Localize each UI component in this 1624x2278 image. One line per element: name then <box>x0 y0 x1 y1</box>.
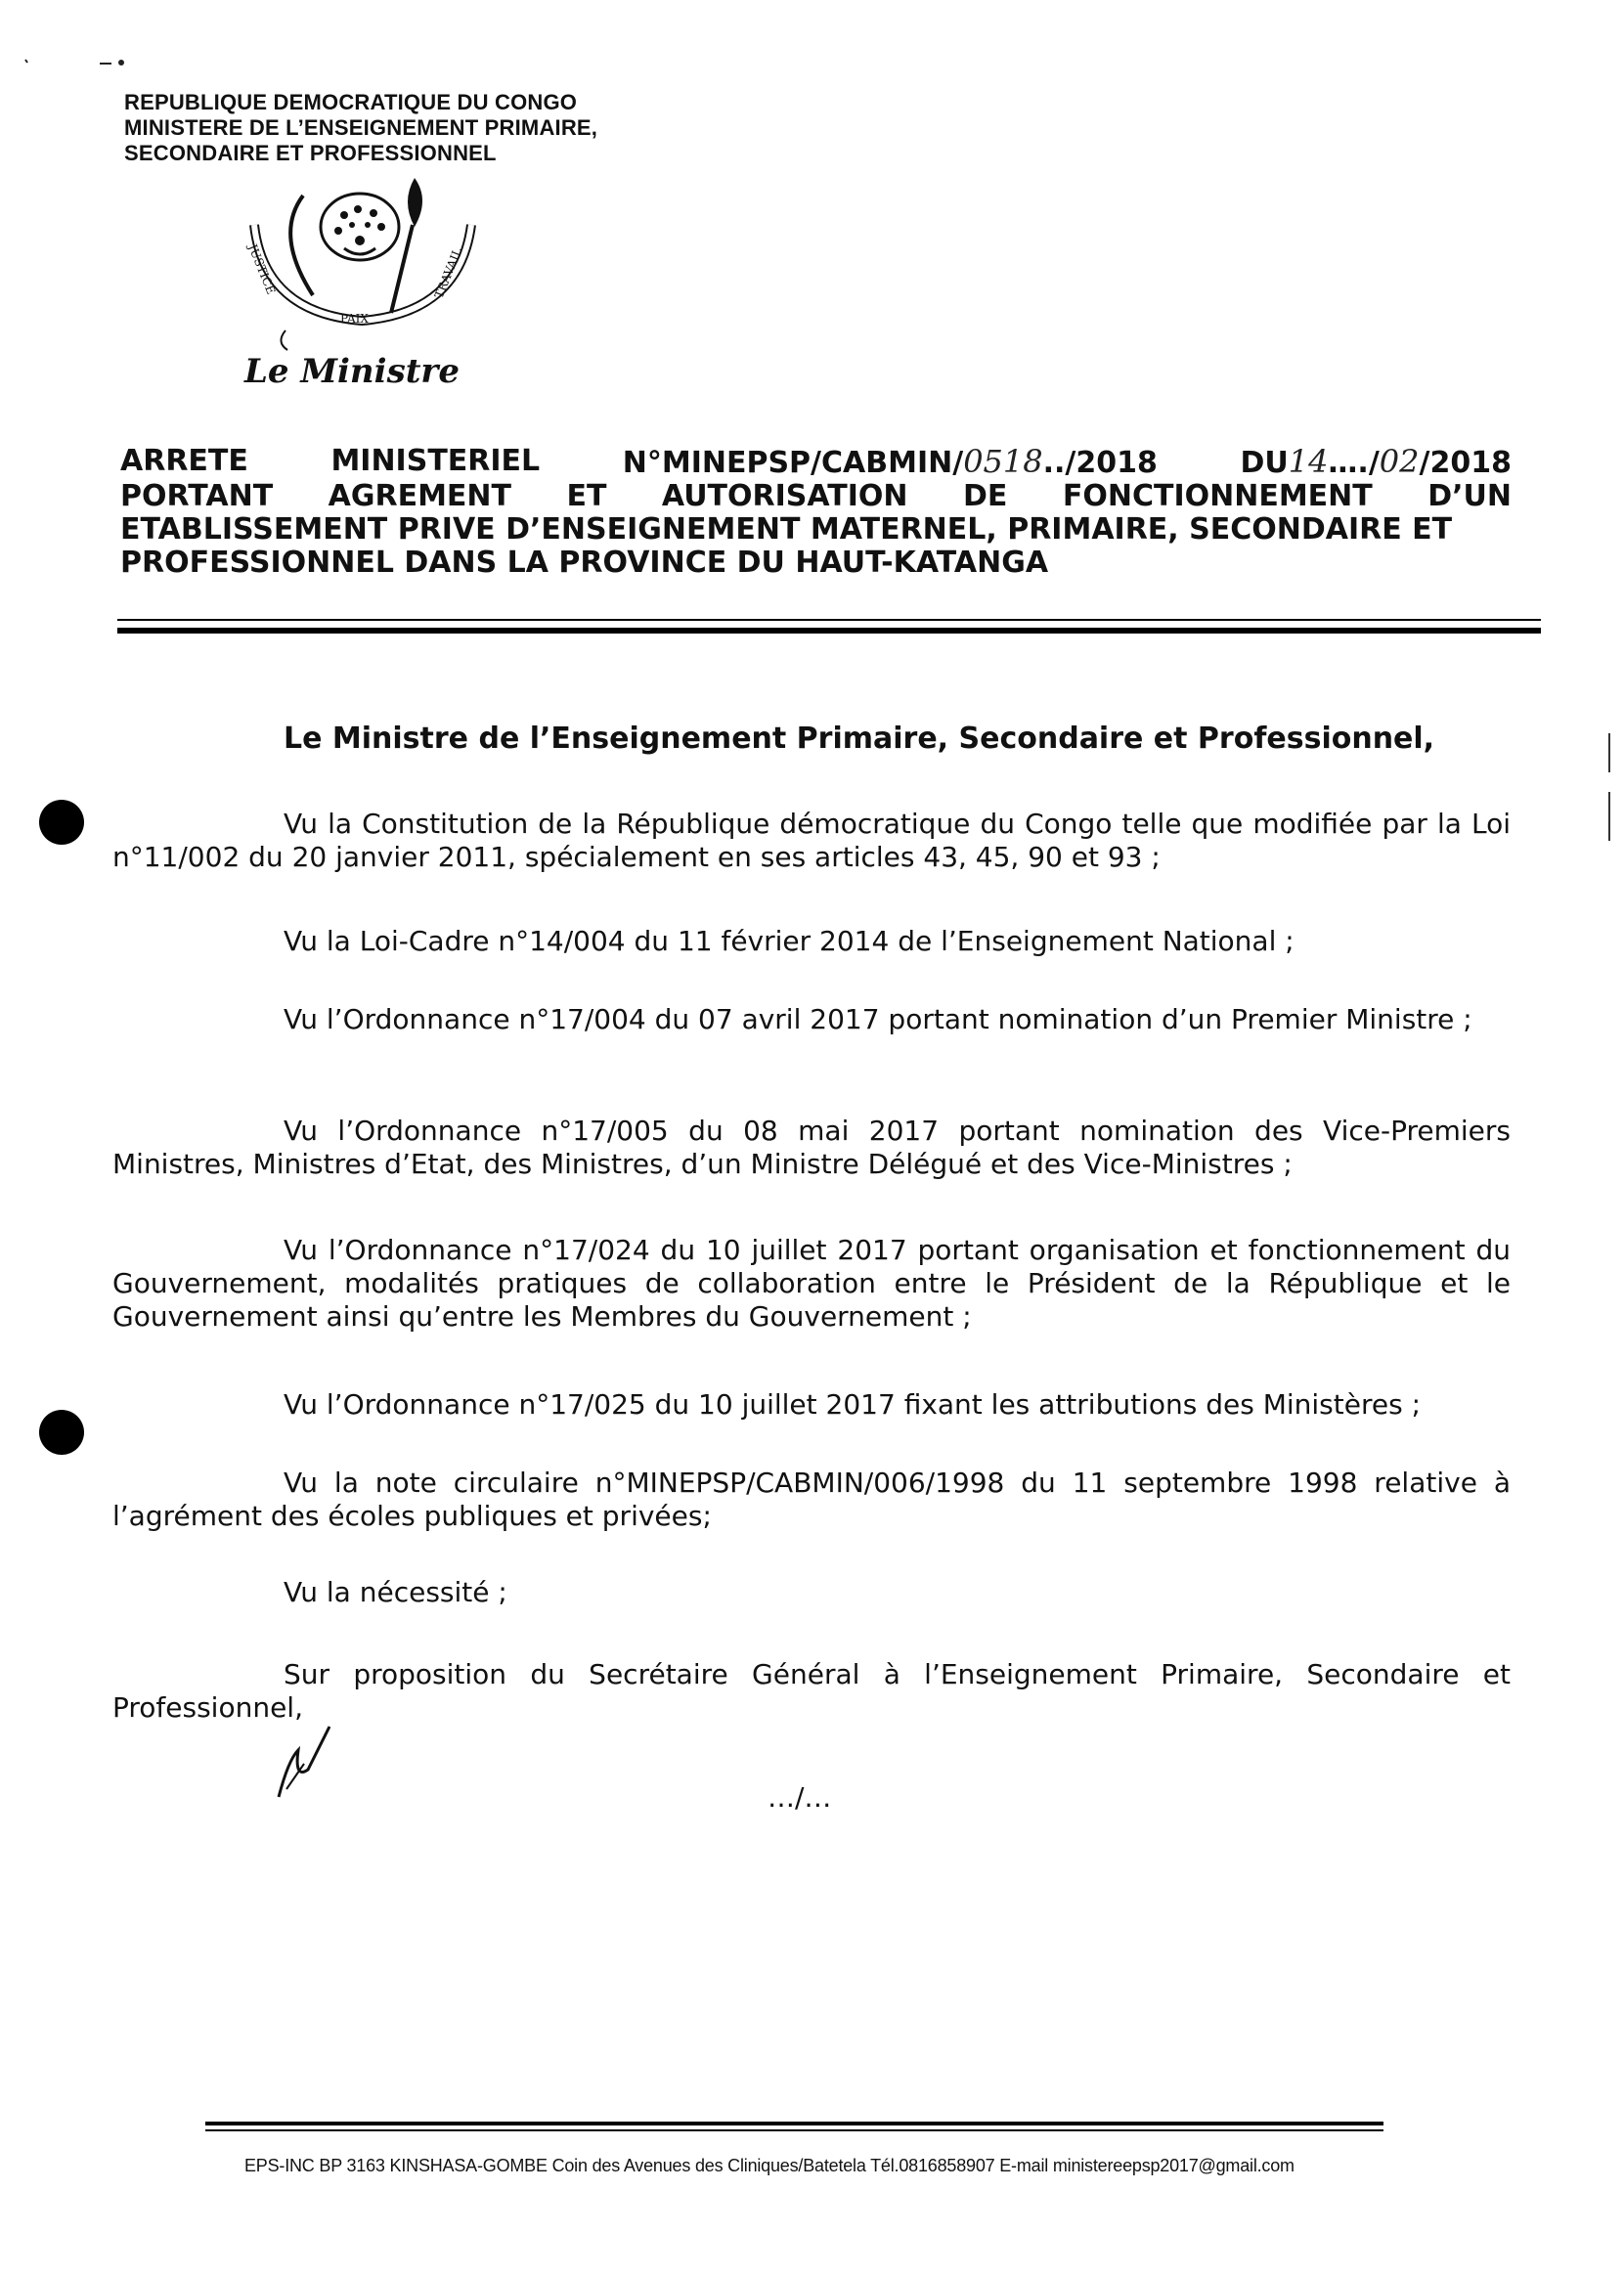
signature-title: Le Ministre <box>244 352 460 391</box>
footer-address: EPS-INC BP 3163 KINSHASA-GOMBE Coin des Avenues des Cliniques/Batetela Tél.0816858907 E-mail ministereepsp2017@gmail.com <box>244 2156 1295 2175</box>
footer-divider <box>205 2122 1383 2125</box>
recital-ordonnance-17-025: Vu l’Ordonnance n°17/025 du 10 juillet 2017 fixant les attributions des Ministères ; <box>284 1388 1422 1421</box>
title-divider-thin <box>117 619 1541 621</box>
decree-number: N°MINEPSP/CABMIN/0518../2018 <box>622 443 1158 480</box>
scan-edge-mark <box>1603 733 1615 841</box>
handwritten-initials <box>269 1721 347 1799</box>
decree-title-line-4: PROFESSIONNEL DANS LA PROVINCE DU HAUT-KATANGA <box>120 546 1049 580</box>
handwritten-number: 0518 <box>963 443 1043 480</box>
recital-ordonnance-17-005: Vu l’Ordonnance n°17/005 du 08 mai 2017 portant nomination des Vice-Premiers Ministres, Ministres d’Etat, des Ministres, d’un Ministre Délégué et des Vice-Ministres ; <box>112 1115 1511 1180</box>
decree-title-line-3: ETABLISSEMENT PRIVE D’ENSEIGNEMENT MATERNEL, PRIMAIRE, SECONDAIRE ET <box>120 512 1453 547</box>
decree-title <box>120 445 1512 580</box>
decree-word: ARRETE <box>120 444 248 478</box>
decree-word: ET <box>566 479 607 513</box>
decree-word: PORTANT <box>120 479 274 513</box>
page-continuation: …/… <box>768 1781 832 1814</box>
letterhead-country: REPUBLIQUE DEMOCRATIQUE DU CONGO <box>124 90 578 114</box>
motto-left: JUSTICE <box>245 241 279 297</box>
decree-title-line-1 <box>120 445 1512 480</box>
spear-icon <box>391 178 422 313</box>
handwritten-day: 14 <box>1288 443 1329 480</box>
recital-necessite: Vu la nécessité ; <box>284 1576 507 1608</box>
coat-of-arms-emblem <box>235 166 489 352</box>
punch-hole-top <box>39 800 84 845</box>
decree-date: DU14…./02/2018 <box>1240 443 1512 480</box>
decree-word: FONCTIONNEMENT <box>1062 479 1373 513</box>
recital-constitution: Vu la Constitution de la République démocratique du Congo telle que modifiée par la Loi n°11/002 du 20 janvier 2011, spécialement en ses articles 43, 45, 90 et 93 ; <box>112 808 1511 873</box>
preamble-heading: Le Ministre de l’Enseignement Primaire, Secondaire et Professionnel, <box>284 722 1435 756</box>
recital-loi-cadre: Vu la Loi-Cadre n°14/004 du 11 février 2014 de l’Enseignement National ; <box>284 925 1295 957</box>
motto-right: TRAVAIL <box>431 245 465 301</box>
motto-bottom: PAIX <box>340 312 369 326</box>
decree-title-line-2 <box>120 480 1512 513</box>
punch-hole-bottom <box>39 1410 84 1455</box>
title-divider <box>117 628 1541 634</box>
letterhead-ministry: MINISTERE DE L’ENSEIGNEMENT PRIMAIRE, <box>124 115 598 140</box>
leopard-head-icon <box>321 194 399 260</box>
recital-ordonnance-17-024: Vu l’Ordonnance n°17/024 du 10 juillet 2017 portant organisation et fonctionnement du Gouvernement, modalités pratiques de collaboration entre le Président de la République et le Gouvernement ainsi qu’entre les Membres du Gouvernement ; <box>112 1234 1511 1333</box>
scan-mark <box>22 54 139 73</box>
letterhead <box>124 90 828 166</box>
handwritten-month: 02 <box>1379 443 1420 480</box>
decree-word: MINISTERIEL <box>330 444 541 478</box>
decree-word: DE <box>963 479 1008 513</box>
decree-word: AUTORISATION <box>661 479 908 513</box>
recital-ordonnance-17-004: Vu l’Ordonnance n°17/004 du 07 avril 2017 portant nomination d’un Premier Ministre ; <box>284 1003 1472 1035</box>
footer-divider-thin <box>205 2129 1383 2131</box>
decree-word: AGREMENT <box>328 479 511 513</box>
recital-proposition: Sur proposition du Secrétaire Général à l’Enseignement Primaire, Secondaire et Professionnel, <box>112 1658 1511 1724</box>
tusk-icon <box>290 196 313 295</box>
letterhead-ministry-cont: SECONDAIRE ET PROFESSIONNEL <box>124 141 497 165</box>
decree-word: D’UN <box>1427 479 1512 513</box>
recital-note-circulaire: Vu la note circulaire n°MINEPSP/CABMIN/006/1998 du 11 septembre 1998 relative à l’agrément des écoles publiques et privées; <box>112 1467 1511 1532</box>
